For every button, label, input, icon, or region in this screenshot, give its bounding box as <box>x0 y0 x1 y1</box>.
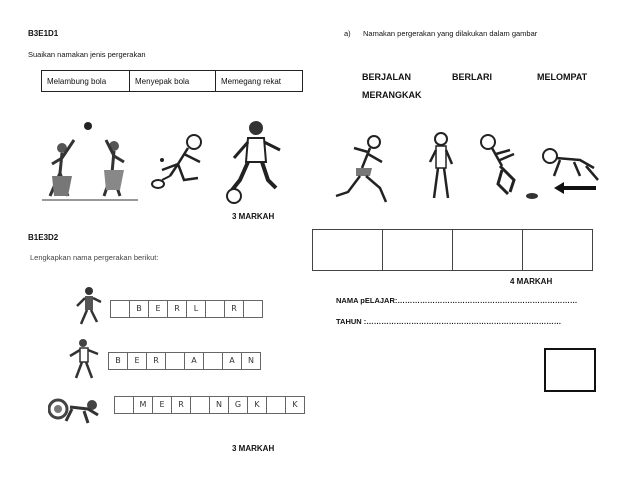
letter-box: L <box>186 300 206 318</box>
answer-grid <box>312 229 593 271</box>
word-cell-2: Menyepak bola <box>130 71 216 92</box>
letter-box: E <box>152 396 172 414</box>
jumping-boy-illustration <box>474 132 540 204</box>
marks-section-1: 3 MARKAH <box>232 212 275 221</box>
letter-box: E <box>148 300 168 318</box>
section-code-b1e3d2: B1E3D2 <box>28 233 59 242</box>
child-racket-illustration <box>148 132 218 192</box>
ball-toss-illustration <box>40 118 140 203</box>
walking-boy-illustration <box>426 132 456 204</box>
letter-box: G <box>228 396 248 414</box>
letter-box: B <box>129 300 149 318</box>
football-player-illustration <box>220 118 290 208</box>
answer-cell-2[interactable] <box>383 230 453 271</box>
letter-box: N <box>241 352 261 370</box>
answer-cell-4[interactable] <box>523 230 593 271</box>
letter-box <box>190 396 210 414</box>
section-code-b3e1d1: B3E1D1 <box>28 29 59 38</box>
letter-boxes-row-3 <box>115 396 305 414</box>
letter-box: R <box>171 396 191 414</box>
answer-cell-3[interactable] <box>453 230 523 271</box>
running-child-illustration <box>73 286 103 326</box>
instruction-complete-names: Lengkapkan nama pergerakan berikut: <box>30 253 159 262</box>
score-box <box>544 348 596 392</box>
option-crawling: MERANGKAK <box>362 90 422 100</box>
letter-box <box>110 300 130 318</box>
student-name-label: NAMA pELAJAR:……………………………………………………………… <box>336 296 578 305</box>
crawling-child-illustration <box>48 393 106 427</box>
question-number: a) <box>344 29 351 38</box>
option-jumping: MELOMPAT <box>537 72 588 82</box>
year-label: TAHUN :…………………………………………………………………… <box>336 317 562 326</box>
word-cell-3: Memegang rekat <box>216 71 303 92</box>
letter-box: K <box>247 396 267 414</box>
letter-box <box>243 300 263 318</box>
marks-right: 4 MARKAH <box>510 277 553 286</box>
option-walking: BERJALAN <box>362 72 412 82</box>
letter-box: B <box>108 352 128 370</box>
walking-child-illustration <box>66 338 100 380</box>
letter-box: R <box>167 300 187 318</box>
letter-box: M <box>133 396 153 414</box>
letter-box: A <box>222 352 242 370</box>
option-running: BERLARI <box>452 72 492 82</box>
letter-box: A <box>184 352 204 370</box>
letter-boxes-row-2 <box>109 352 261 370</box>
letter-box <box>114 396 134 414</box>
letter-box: K <box>285 396 305 414</box>
word-cell-1: Melambung bola <box>42 71 130 92</box>
letter-box <box>266 396 286 414</box>
letter-box <box>203 352 223 370</box>
crawling-baby-illustration <box>540 146 606 196</box>
letter-box <box>165 352 185 370</box>
letter-box: N <box>209 396 229 414</box>
letter-box: R <box>146 352 166 370</box>
letter-box <box>205 300 225 318</box>
letter-box: R <box>224 300 244 318</box>
letter-box: E <box>127 352 147 370</box>
running-man-illustration <box>334 134 398 204</box>
answer-cell-1[interactable] <box>313 230 383 271</box>
question-name-movements: Namakan pergerakan yang dilakukan dalam gambar <box>363 29 538 38</box>
instruction-match-movement: Suaikan namakan jenis pergerakan <box>28 50 146 59</box>
marks-section-2: 3 MARKAH <box>232 444 275 453</box>
letter-boxes-row-1 <box>111 300 263 318</box>
movement-word-table <box>41 70 303 92</box>
